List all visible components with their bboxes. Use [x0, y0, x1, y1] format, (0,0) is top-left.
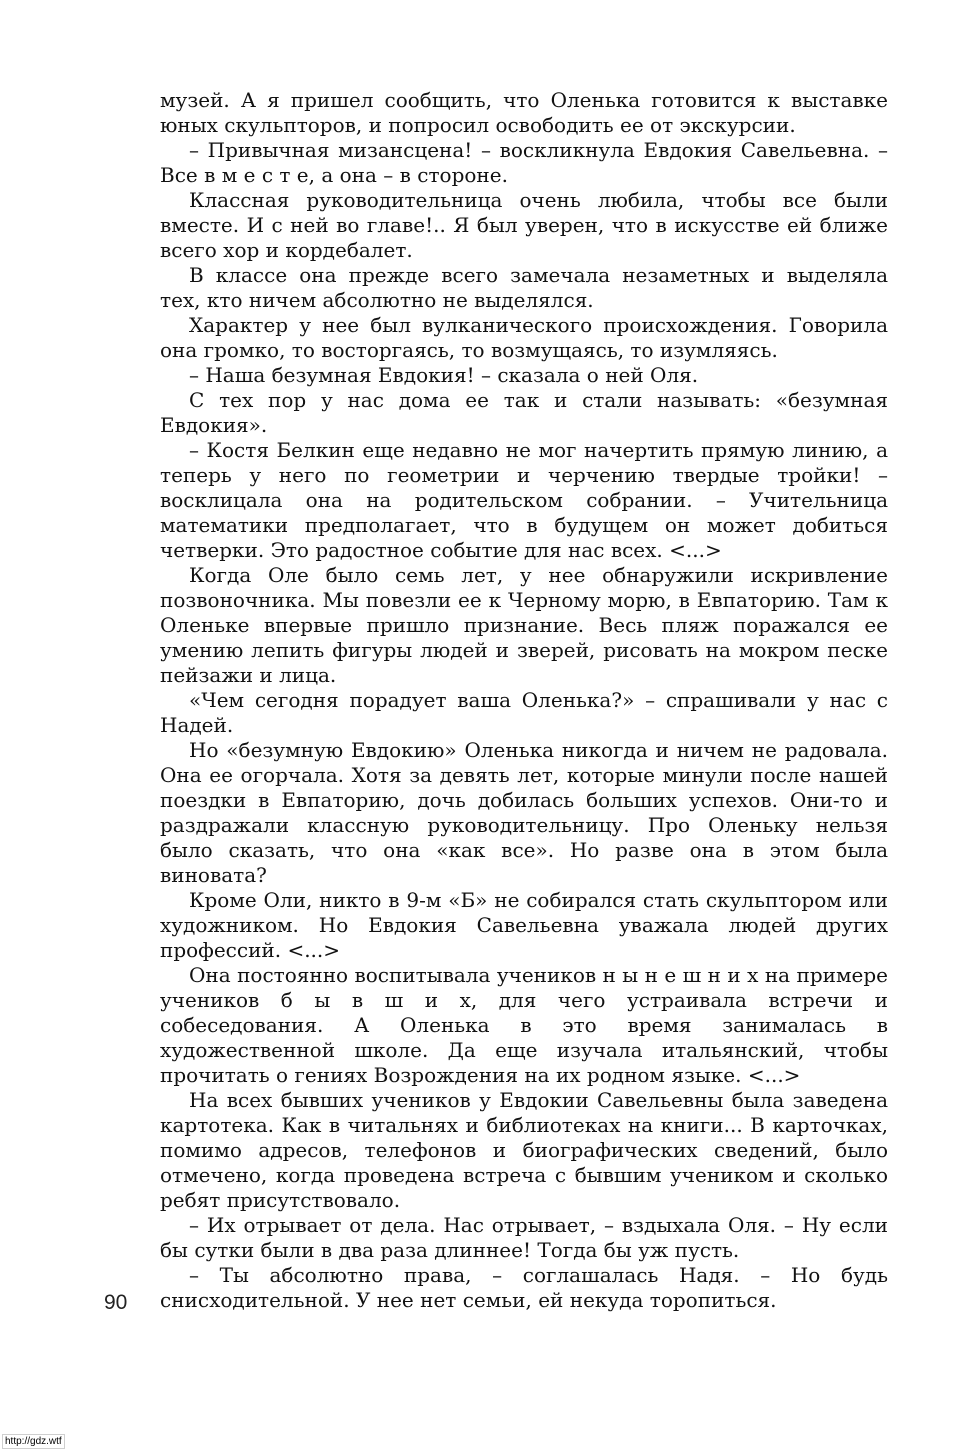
paragraph: Но «безумную Евдокию» Оленька никогда и ничем не радовала. Она ее огорчала. Хотя за девять лет, которые минули после нашей поездки в Евпаторию, дочь добилась больших успехов. Они-то и раздражали классную руководительницу. Про Оленьку нельзя было сказать, что она «как все». Но разве она в этом была виновата?: [160, 738, 888, 887]
paragraph: – Ты абсолютно права, – соглашалась Надя. – Но будь снисходительной. У нее нет семьи, ей некуда торопиться.: [160, 1263, 888, 1312]
paragraph: – Костя Белкин еще недавно не мог начертить прямую линию, а теперь у него по геометрии и черчению твердые тройки! – восклицала она на родительском собрании. – Учительница математики предполагает, что в будущем он может добиться четверки. Это радостное событие для нас всех. <...>: [160, 438, 888, 562]
paragraph: – Наша безумная Евдокия! – сказала о ней Оля.: [189, 363, 699, 387]
paragraph: Характер у нее был вулканического происхождения. Говорила она громко, то восторгаясь, то возмущаясь, то изумляясь.: [160, 313, 888, 362]
paragraph: Она постоянно воспитывала учеников н ы н е ш н и х на примере учеников б ы в ш и х, для чего устраивала встречи и собеседования. А Оленька в это время занималась в художественной школе. Да еще изучала итальянский, чтобы прочитать о гениях Возрождения на их родном языке. <...>: [160, 963, 888, 1087]
paragraph: С тех пор у нас дома ее так и стали называть: «безумная Евдокия».: [160, 388, 888, 437]
paragraph: На всех бывших учеников у Евдокии Савельевны была заведена картотека. Как в читальнях и библиотеках на книги... В карточках, помимо адресов, телефонов и биографических сведений, было отмечено, когда проведена встреча с бывшим учеником и сколько ребят присутствовало.: [160, 1088, 888, 1212]
watermark-link[interactable]: http://gdz.wtf: [2, 1434, 65, 1449]
paragraph: В классе она прежде всего замечала незаметных и выделяла тех, кто ничем абсолютно не выделялся.: [160, 263, 888, 312]
page-number: 90: [104, 1291, 128, 1314]
paragraph: Когда Оле было семь лет, у нее обнаружили искривление позвоночника. Мы повезли ее к Черному морю, в Евпаторию. Там к Оленьке впервые пришло признание. Весь пляж поражался ее умению лепить фигуры людей и зверей, рисовать на мокром песке пейзажи и лица.: [160, 563, 888, 687]
paragraph: – Привычная мизансцена! – воскликнула Евдокия Савельевна. – Все в м е с т е, а она – в стороне.: [160, 138, 888, 187]
paragraph: – Их отрывает от дела. Нас отрывает, – вздыхала Оля. – Ну если бы сутки были в два раза длиннее! Тогда бы уж пусть.: [160, 1213, 888, 1262]
paragraph: «Чем сегодня порадует ваша Оленька?» – спрашивали у нас с Надей.: [160, 688, 888, 737]
page-body: [160, 88, 888, 1313]
paragraph: Классная руководительница очень любила, чтобы все были вместе. И с ней во главе!.. Я был уверен, что в искусстве ей ближе всего хор и кордебалет.: [160, 188, 888, 262]
paragraph: музей. А я пришел сообщить, что Оленька готовится к выставке юных скульпторов, и попросил освободить ее от экскурсии.: [160, 88, 888, 137]
paragraph: Кроме Оли, никто в 9-м «Б» не собирался стать скульптором или художником. Но Евдокия Савельевна уважала людей других профессий. <...>: [160, 888, 888, 962]
